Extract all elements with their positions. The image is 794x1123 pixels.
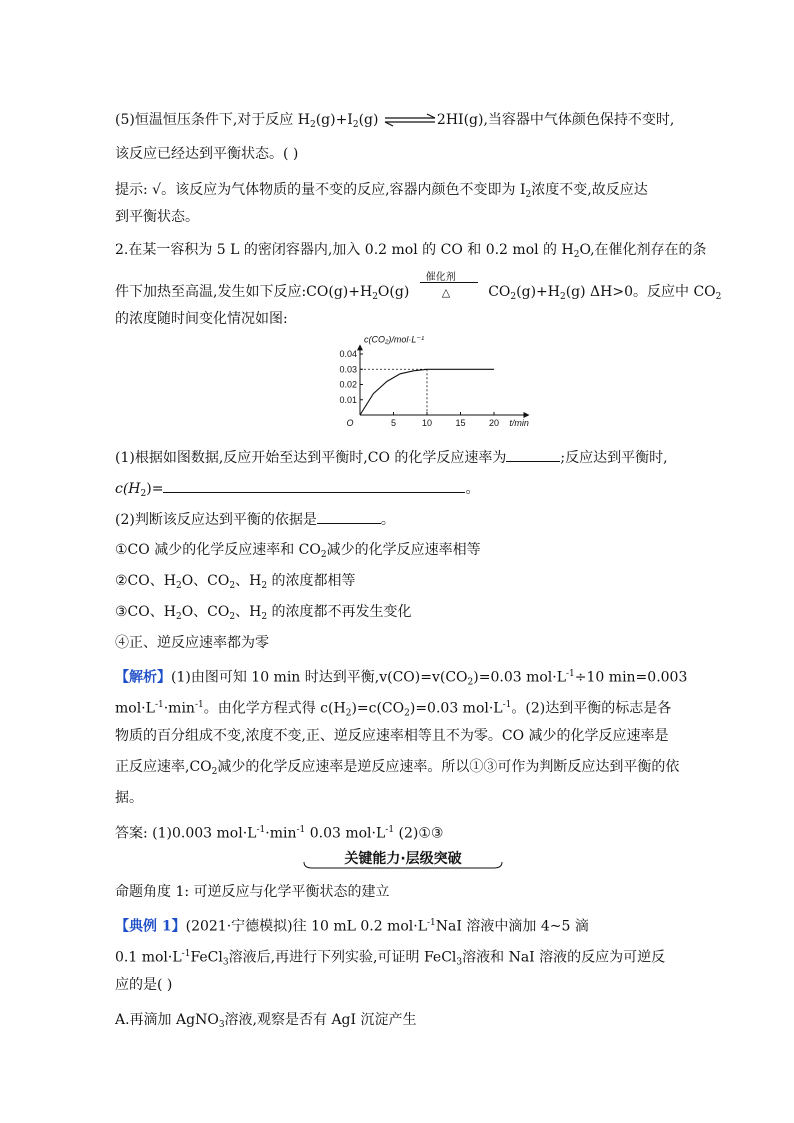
topic-line: 命题角度 1: 可逆反应与化学平衡状态的建立	[115, 884, 390, 900]
x-axis-label: t/min	[509, 418, 529, 428]
analysis-line-1: 【解析】(1)由图可知 10 min 时达到平衡$,v(CO)=v(CO_2)=0.03$ $mol\cdot L^{-1}\div 10$ min=0.003	[115, 669, 688, 688]
answer-blank-equilibrium-basis[interactable]	[317, 509, 381, 524]
question-5-line-2: 该反应已经达到平衡状态。( )	[115, 146, 299, 162]
example-line-1: 【典例 1】(2021·宁德模拟)往 10 mL 0.2 $mol\cdot L^{-1}NaI$ 溶液中滴加 4~5 滴	[115, 918, 589, 935]
option-4: ④正、逆反应速率都为零	[115, 635, 269, 651]
origin-label: O	[346, 418, 354, 428]
reaction-condition-arrow	[420, 272, 478, 302]
hint-line-1: 提示: √。该反应为气体物质的量不变的反应,容器内颜色不变即为 $I_2$浓度不变,故反应达	[115, 182, 648, 200]
subquestion-2: (2)判断该反应达到平衡的依据是 。	[115, 509, 395, 530]
section-header-text: 关键能力·层级突破	[344, 851, 462, 867]
answer-line: 答案: (1)0.003 $mol\cdot L^{-1}\cdot\min^{-1}$ 0.03 $mol\cdot L^{-1}$ (2)①③	[115, 825, 444, 842]
analysis-line-4: 正反应速率$,CO_2$减少的化学反应速率是逆反应速率。所以①③可作为判断反应达到平衡的依	[115, 759, 680, 777]
analysis-line-5: 据。	[115, 790, 143, 806]
option-2: ②CO、$H_2O$、$CO_2$、$H_2$ 的浓度都相等	[115, 573, 356, 591]
example-option-a: A.再滴加 AgNO$_3$溶液,观察是否有 AgI 沉淀产生	[115, 1012, 417, 1030]
option-1: ①CO 减少的化学反应速率和 $CO_2$减少的化学反应速率相等	[115, 542, 481, 560]
q5-text-a: (5)恒温恒压条件下,对于反应 H	[115, 112, 310, 128]
question-2-line-2: 件下加热至高温,发生如下反应$:CO(g)+H_2O(g)$ 催化剂 △ $CO_2(g)+H_2(g)$ ΔH>0。反应中 $CO_2$	[115, 282, 721, 307]
subquestion-1-line-2: $c(H_2)=$ 。	[115, 478, 479, 504]
x-tick-label: 5	[390, 418, 397, 428]
analysis-line-3: 物质的百分组成不变,浓度不变,正、逆反应速率相等且不为零。CO 减少的化学反应速率是	[115, 728, 669, 744]
heat-label: △	[441, 286, 451, 299]
analysis-tag: 【解析】	[115, 669, 171, 686]
subquestion-1-line-1: (1)根据如图数据,反应开始至达到平衡时,CO 的化学反应速率为 ;反应达到平衡时,	[115, 447, 668, 468]
x-tick-label: 15	[455, 418, 466, 428]
y-axis-label: c(CO₂)/mol·L⁻¹	[364, 334, 425, 345]
y-axis-arrow-icon	[357, 344, 363, 350]
example-tag: 【典例 1】	[115, 918, 186, 935]
section-header	[300, 848, 506, 870]
question-2-line-1: 2.在某一容积为 5 L 的密闭容器内,加入 0.2 mol 的 CO 和 0.2 mol 的 $H_2O$,在催化剂存在的条	[115, 242, 707, 260]
hint-line-2: 到平衡状态。	[115, 209, 199, 225]
answer-blank-rate[interactable]	[506, 447, 560, 462]
y-tick-label: 0.01	[339, 394, 357, 405]
question-5-line-1: (5)恒温恒压条件下,对于反应 $H_2(g)+I_2(g)$ 2HI(g),当容器中气体颜色保持不变时,	[115, 112, 675, 130]
question-2-line-3: 的浓度随时间变化情况如图:	[115, 311, 288, 327]
y-tick-label: 0.04	[339, 349, 357, 359]
q5-text-b: 2HI(g),当容器中气体颜色保持不变时,	[436, 112, 675, 128]
co2-concentration-chart	[320, 333, 529, 433]
equilibrium-arrow-icon	[383, 113, 437, 127]
catalyst-label: 催化剂	[425, 272, 456, 283]
option-3: ③CO、$H_2O$、$CO_2$、$H_2$ 的浓度都不再发生变化	[115, 604, 412, 622]
answer-blank-h2-concentration[interactable]	[163, 478, 465, 493]
y-tick-label: 0.03	[339, 364, 357, 375]
analysis-line-2: $mol\cdot L^{-1}\cdot\min^{-1}$。由化学方程式得 $c(H_2)=c(CO_2)=0.03$ $mol\cdot L^{-1}$。(2)达到平衡的标志是各	[115, 700, 672, 719]
example-line-3: 应的是( )	[115, 977, 173, 993]
y-tick-label: 0.02	[339, 379, 357, 390]
series-line	[360, 369, 494, 415]
x-tick-label: 20	[488, 418, 500, 428]
example-line-2: 0.1 $mol\cdot L^{-1}FeCl_3$溶液后,再进行下列实验,可证明 FeCl$_3$溶液和 NaI 溶液的反应为可逆反	[115, 949, 666, 968]
x-tick-label: 10	[421, 418, 433, 428]
